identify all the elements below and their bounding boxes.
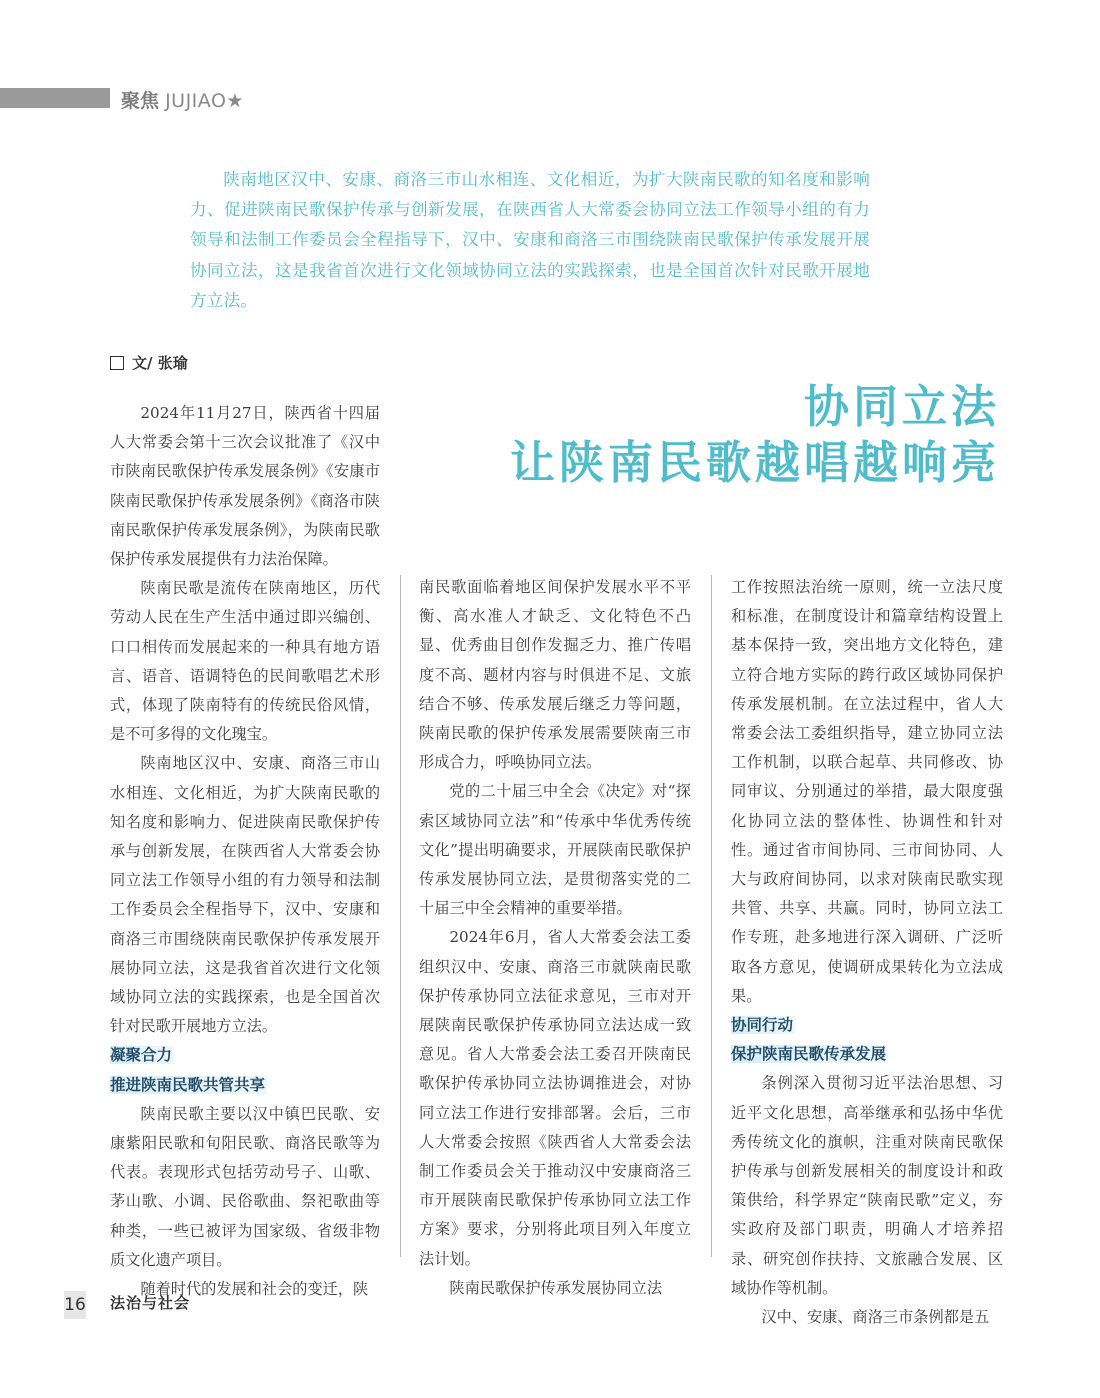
paragraph: 工作按照法治统一原则，统一立法尺度和标准，在制度设计和篇章结构设置上基本保持一致，突出地方文化特色，建立符合地方实际的跨行政区域协同保护传承发展机制。在立法过程中，省人大常委会法工委组织指导，建立协同立法工作机制，以联合起草、共同修改、协同审议、分别通过的举措，最大限度强化协同立法的整体性、协调性和针对性。通过省市间协同、三市间协同、人大与政府间协同，以求对陕南民歌实现共管、共享、共赢。同时，协同立法工作专班，赴多地进行深入调研、广泛听取各方意见，使调研成果转化为立法成果。 [731,578,1003,1005]
column-2 [419,573,691,1303]
star-icon: ★ [226,90,244,112]
square-icon [110,356,124,370]
byline [110,352,188,373]
article-lead: 陕南地区汉中、安康、商洛三市山水相连、文化相近，为扩大陕南民歌的知名度和影响力、促进陕南民歌保护传承与创新发展，在陕西省人大常委会协同立法工作领导小组的有力领导和法制工作委员会全程指导下，汉中、安康和商洛三市围绕陕南民歌保护传承发展开展协同立法，这是我省首次进行文化领域协同立法的实践探索，也是全国首次针对民歌开展地方立法。 [190,170,870,310]
subheading-text: 保护陕南民歌传承发展 [731,1045,887,1064]
paragraph: 2024年11月27日，陕西省十四届人大常委会第十三次会议批准了《汉中市陕南民歌保护传承发展条例》《安康市陕南民歌保护传承发展条例》《商洛市陕南民歌保护传承发展条例》，为陕南民歌保护传承发展提供有力法治保障。 [110,404,380,569]
paragraph: 党的二十届三中全会《决定》对“探索区域协同立法”和“传承中华优秀传统文化”提出明确要求，开展陕南民歌保护传承发展协同立法，是贯彻落实党的二十届三中全会精神的重要举措。 [419,782,691,918]
subheading-text: 凝聚合力 [110,1046,173,1065]
paragraph: 陕南民歌是流传在陕南地区，历代劳动人民在生产生活中通过即兴编创、口口相传而发展起来的一种具有地方语言、语音、语调特色的民间歌唱艺术形式，体现了陕南特有的传统民俗风情，是不可多得的文化瑰宝。 [110,579,380,744]
subheading [731,1011,1003,1040]
paragraph: 南民歌面临着地区间保护发展水平不平衡、高水准人才缺乏、文化特色不凸显、优秀曲目创作发掘乏力、推广传唱度不高、题材内容与时俱进不足、文旅结合不够、传承发展后继乏力等问题，陕南民歌的保护传承发展需要陕南三市形成合力，呼唤协同立法。 [419,578,691,772]
column-divider [400,575,401,1257]
column-divider [711,575,712,1257]
paragraph: 随着时代的发展和社会的变迁，陕 [140,1280,369,1299]
subheading [731,1040,1003,1069]
section-header-bar [0,88,110,108]
page-number: 16 [64,1291,86,1319]
column-1 [110,399,380,1304]
subheading-text: 协同行动 [731,1016,794,1035]
magazine-name: 法治与社会 [110,1294,191,1312]
paragraph: 陕南民歌保护传承发展协同立法 [449,1278,663,1297]
section-header [121,86,243,113]
paragraph: 陕南民歌主要以汉中镇巴民歌、安康紫阳民歌和旬阳民歌、商洛民歌等为代表。表现形式包括劳动号子、山歌、茅山歌、小调、民俗歌曲、祭祀歌曲等种类，一些已被评为国家级、省级非物质文化遗产项目。 [110,1104,380,1269]
subheading [110,1071,380,1100]
section-header-cn: 聚焦 [121,90,160,112]
column-3 [731,573,1003,1332]
author: 文/ 张瑜 [132,354,188,372]
title-line-2: 让陕南民歌越唱越响亮 [509,436,1000,489]
title-line-1: 协同立法 [803,380,1000,433]
paragraph: 汉中、安康、商洛三市条例都是五 [761,1308,990,1327]
paragraph: 条例深入贯彻习近平法治思想、习近平文化思想，高举继承和弘扬中华优秀传统文化的旗帜，注重对陕南民歌保护传承与创新发展相关的制度设计和政策供给，科学界定“陕南民歌”定义，夯实政府及部门职责，明确人才培养招录、研究创作扶持、文旅融合发展、区域协作等机制。 [731,1074,1003,1297]
paragraph: 陕南地区汉中、安康、商洛三市山水相连、文化相近，为扩大陕南民歌的知名度和影响力、促进陕南民歌保护传承与创新发展，在陕西省人大常委会协同立法工作领导小组的有力领导和法制工作委员会全程指导下，汉中、安康和商洛三市围绕陕南民歌保护传承发展开展协同立法，这是我省首次进行文化领域协同立法的实践探索，也是全国首次针对民歌开展地方立法。 [110,754,380,1036]
section-header-en: JUJIAO [165,90,227,112]
subheading [110,1041,380,1070]
subheading-text: 推进陕南民歌共管共享 [110,1075,266,1094]
paragraph: 2024年6月，省人大常委会法工委组织汉中、安康、商洛三市就陕南民歌保护传承协同立法征求意见，三市对开展陕南民歌保护传承协同立法达成一致意见。省人大常委会法工委召开陕南民歌保护传承协同立法协调推进会，对协同立法工作进行安排部署。会后，三市人大常委会按照《陕西省人大常委会法制工作委员会关于推动汉中安康商洛三市开展陕南民歌保护传承协同立法工作方案》要求，分别将此项目列入年度立法计划。 [419,928,691,1268]
article-title [510,380,1000,492]
